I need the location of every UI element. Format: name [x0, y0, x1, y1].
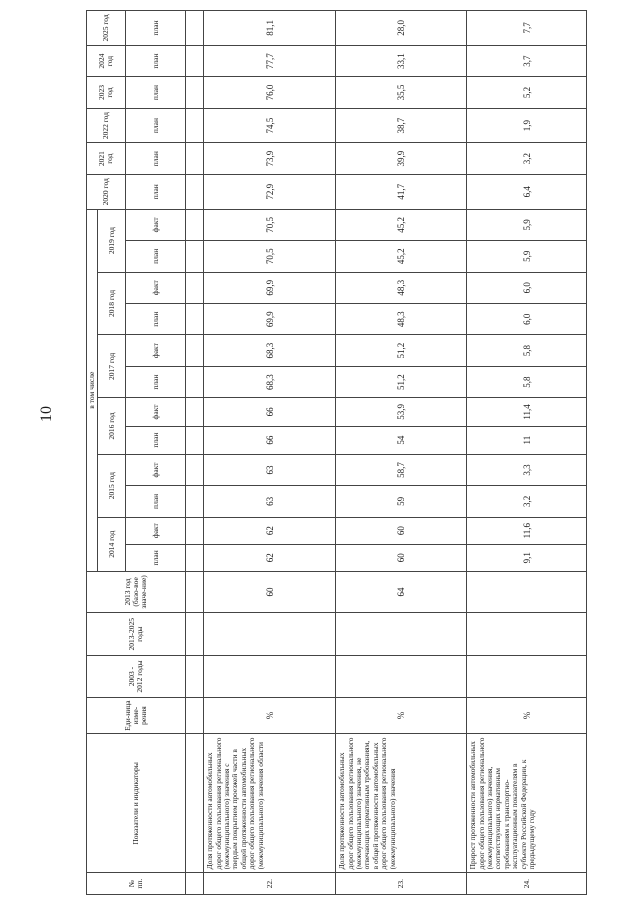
row-2013-value: 64 — [336, 571, 467, 612]
row-indicator-name: Доля протяженности автомобильных дорог общего пользования регионального (межмуниципального) значения, не отвечающих нормативным требованиям, в общей протяженности автомобильных дорог общего пользования регионального (межмуниципального) значения — [336, 734, 467, 873]
row-value: 59 — [336, 486, 467, 517]
header-2017: 2017 год — [98, 335, 126, 398]
row-value: 54 — [336, 426, 467, 454]
header-2013-2025: 2013-2025 годы — [87, 613, 186, 656]
header-num: № пп. — [87, 873, 186, 895]
header-plan: план — [126, 241, 186, 272]
row-value: 77,7 — [204, 45, 336, 76]
header-unit: Еди-ница изме-рения — [87, 697, 186, 734]
header-fact: факт — [126, 454, 186, 485]
row-value: 48,3 — [336, 272, 467, 303]
row-value: 73,9 — [204, 143, 336, 174]
header-plan: план — [126, 486, 186, 517]
row-unit: % — [204, 697, 336, 734]
row-value: 5,9 — [467, 241, 587, 272]
header-plan: план — [126, 11, 186, 46]
header-2016: 2016 год — [98, 398, 126, 454]
row-2003-2012 — [336, 656, 467, 697]
row-2013-value: 60 — [204, 571, 336, 612]
row-value: 45,2 — [336, 241, 467, 272]
row-value: 11,4 — [467, 398, 587, 426]
row-value: 63 — [204, 454, 336, 485]
row-value: 38,7 — [336, 108, 467, 143]
header-plan: план — [126, 77, 186, 108]
header-2013-base: 2013 год (базо-вое значе-ние) — [87, 571, 186, 612]
row-value: 60 — [336, 544, 467, 571]
row-value: 3,3 — [467, 454, 587, 485]
row-value: 62 — [204, 544, 336, 571]
header-2022: 2022 год — [87, 108, 126, 143]
row-value: 1,9 — [467, 108, 587, 143]
table-row — [204, 11, 336, 895]
row-unit: % — [467, 697, 587, 734]
row-value: 63 — [204, 486, 336, 517]
row-value: 60 — [336, 517, 467, 544]
header-plan: план — [126, 45, 186, 76]
row-value: 7,7 — [467, 11, 587, 46]
header-in-total: в том числе — [87, 209, 98, 571]
header-plan: план — [126, 108, 186, 143]
row-value: 5,8 — [467, 335, 587, 366]
row-value: 70,5 — [204, 241, 336, 272]
row-indicator-name: Прирост протяженности автомобильных дорог общего пользования регионального (межмуниципального) значения, соответствующих нормативным требованиям к транспортно-эксплуатационным показателям в субъекте Российской Федерации, к предыдущему году — [467, 734, 587, 873]
row-value: 81,1 — [204, 11, 336, 46]
header-2003-2012: 2003 - 2012 годы — [87, 656, 186, 697]
row-value: 69,9 — [204, 272, 336, 303]
row-2003-2012 — [204, 656, 336, 697]
row-value: 11 — [467, 426, 587, 454]
row-value: 66 — [204, 398, 336, 426]
row-value: 35,5 — [336, 77, 467, 108]
row-value: 68,3 — [204, 366, 336, 397]
row-value: 45,2 — [336, 209, 467, 240]
header-indicator: Показатели и индикаторы — [87, 734, 186, 873]
row-2013-2025 — [467, 613, 587, 656]
header-2015: 2015 год — [98, 454, 126, 517]
header-plan: план — [126, 426, 186, 454]
rotated-table-container — [86, 10, 586, 895]
row-value: 6,0 — [467, 272, 587, 303]
header-2021: 2021 год — [87, 143, 126, 174]
header-fact: факт — [126, 335, 186, 366]
row-value: 9,1 — [467, 544, 587, 571]
row-value: 28,0 — [336, 11, 467, 46]
row-value: 53,9 — [336, 398, 467, 426]
row-value: 33,1 — [336, 45, 467, 76]
row-value: 74,5 — [204, 108, 336, 143]
row-value: 6,0 — [467, 303, 587, 334]
table-row — [336, 11, 467, 895]
header-plan: план — [126, 174, 186, 209]
row-value: 69,9 — [204, 303, 336, 334]
row-indicator-name: Доля протяженности автомобильных дорог общего пользования регионального (межмуниципального) значения с твердым покрытием проезжей части в общей протяженности автомобильных дорог общего пользования регионального (межмуниципального) значения области — [204, 734, 336, 873]
row-num: 22. — [204, 873, 336, 895]
header-plan: план — [126, 143, 186, 174]
row-2013-value — [467, 571, 587, 612]
row-value: 3,2 — [467, 486, 587, 517]
row-value: 51,2 — [336, 366, 467, 397]
header-plan: план — [126, 303, 186, 334]
row-value: 5,9 — [467, 209, 587, 240]
header-2014: 2014 год — [98, 517, 126, 571]
header-2025: 2025 год — [87, 11, 126, 46]
header-plan: план — [126, 366, 186, 397]
header-2020: 2020 год — [87, 174, 126, 209]
row-value: 3,7 — [467, 45, 587, 76]
row-value: 72,9 — [204, 174, 336, 209]
row-value: 51,2 — [336, 335, 467, 366]
row-num: 23. — [336, 873, 467, 895]
row-value: 5,8 — [467, 366, 587, 397]
header-fact: факт — [126, 209, 186, 240]
row-value: 48,3 — [336, 303, 467, 334]
header-fact: факт — [126, 272, 186, 303]
row-2013-2025 — [336, 613, 467, 656]
row-value: 66 — [204, 426, 336, 454]
header-fact: факт — [126, 398, 186, 426]
header-2018: 2018 год — [98, 272, 126, 335]
row-value: 76,0 — [204, 77, 336, 108]
header-2024: 2024 год — [87, 45, 126, 76]
row-value: 39,9 — [336, 143, 467, 174]
header-2019: 2019 год — [98, 209, 126, 272]
row-num: 24. — [467, 873, 587, 895]
row-value: 6,4 — [467, 174, 587, 209]
row-value: 41,7 — [336, 174, 467, 209]
row-value: 3,2 — [467, 143, 587, 174]
row-value: 62 — [204, 517, 336, 544]
page-number: 10 — [38, 406, 55, 422]
row-2003-2012 — [467, 656, 587, 697]
row-value: 70,5 — [204, 209, 336, 240]
indicators-table — [86, 10, 587, 895]
row-2013-2025 — [204, 613, 336, 656]
row-value: 5,2 — [467, 77, 587, 108]
row-value: 11,6 — [467, 517, 587, 544]
row-value: 58,7 — [336, 454, 467, 485]
row-unit: % — [336, 697, 467, 734]
header-2023: 2023 год — [87, 77, 126, 108]
row-value: 68,3 — [204, 335, 336, 366]
header-plan: план — [126, 544, 186, 571]
table-row — [467, 11, 587, 895]
header-fact: факт — [126, 517, 186, 544]
